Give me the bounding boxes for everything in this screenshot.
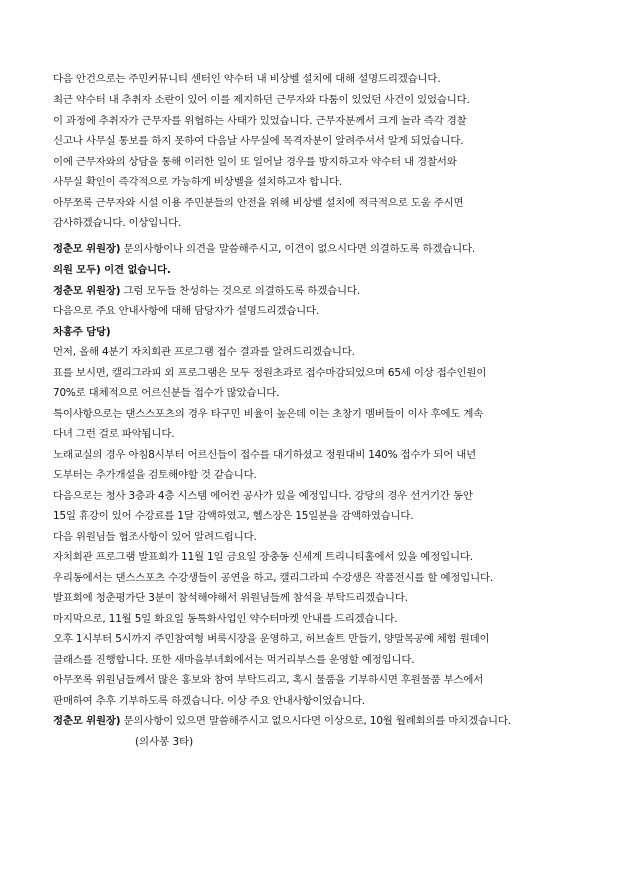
- speech-text: 문의사항이 있으면 말씀해주시고 없으시다면 이상으로, 10월 월례회의를 마치겠습니다.: [120, 715, 511, 727]
- paragraph-line: 신고나 사무실 통보를 하지 못하여 다음날 사무실에 목격자분이 알려주셔서 알게 되었습니다.: [53, 135, 464, 147]
- paragraph-line: 70%로 대체적으로 어르신분들 접수가 많았습니다.: [53, 387, 280, 399]
- paragraph-line: 다음 안건으로는 주민커뮤니티 센터인 약수터 내 비상벨 설치에 대해 설명드리겠습니다.: [53, 73, 441, 85]
- speaker-line: [53, 325, 111, 339]
- paragraph-line: 우리동에서는 댄스스포츠 수강생들이 공연을 하고, 캘리그라피 수강생은 작품전시를 할 예정입니다.: [53, 572, 494, 584]
- paragraph-line: 사무실 확인이 즉각적으로 가능하게 비상벨을 설치하고자 합니다.: [53, 176, 343, 188]
- paragraph-line: 이에 근무자와의 상담을 통해 이러한 일이 또 일어날 경우를 방지하고자 약수터 내 경찰서와: [53, 156, 457, 168]
- paragraph-line: 마지막으로, 11월 5일 화요일 동특화사업인 약수터마켓 안내를 드리겠습니다.: [53, 613, 398, 625]
- paragraph-line: 특이사항으로는 댄스스포츠의 경우 타구민 비율이 높은데 이는 초창기 멤버들이 이사 후에도 계속: [53, 408, 484, 420]
- speaker-name: 차홍주 담당): [53, 326, 111, 338]
- paragraph-line: 아무쪼록 근무자와 시설 이용 주민분들의 안전을 위해 비상벨 설치에 적극적으로 도움 주시면: [53, 197, 464, 209]
- paragraph-line: 아무쪼록 위원님들께서 많은 홍보와 참여 부탁드리고, 혹시 물품을 기부하시면 후원물품 부스에서: [53, 674, 484, 686]
- paragraph-line: 자치회관 프로그램 발표회가 11월 1일 금요일 장충동 신세계 트리니티홀에서 있을 예정입니다.: [53, 551, 473, 563]
- paragraph-line: 최근 약수터 내 추취자 소란이 있어 이를 제지하던 근무자와 다툼이 있었던 사건이 있었습니다.: [53, 94, 470, 106]
- paragraph-line: 다음 위원님들 협조사항이 있어 알려드립니다.: [53, 531, 257, 543]
- paragraph-line: 다녀 그런 걸로 파악됩니다.: [53, 428, 175, 440]
- speaker-name: 정춘모 위원장): [53, 285, 121, 297]
- speech-text: 문의사항이나 의견을 말씀해주시고, 이견이 없으시다면 의결하도록 하겠습니다.: [120, 243, 476, 255]
- speaker-name: 정춘모 위원장): [53, 243, 121, 255]
- paragraph-line: 다음으로는 청사 3층과 4층 시스템 에어컨 공사가 있을 예정입니다. 강당의 경우 선거기간 동안: [53, 490, 473, 502]
- paragraph-line: 판매하여 추후 기부하도록 하겠습니다. 이상 주요 안내사항이었습니다.: [53, 695, 365, 707]
- paragraph-line: 감사하겠습니다. 이상입니다.: [53, 217, 182, 229]
- speaker-name: 의원 모두) 이견 없습니다.: [53, 264, 171, 276]
- paragraph-line: 다음으로 주요 안내사항에 대해 담당자가 설명드리겠습니다.: [53, 305, 320, 317]
- paragraph-line: 이 과정에 추취자가 근무자를 위협하는 사태가 있었습니다. 근무자분께서 크게 놀라 즉각 경찰: [53, 115, 467, 127]
- speaker-line: [53, 714, 511, 728]
- paragraph-line: 먼저, 올해 4분기 자치회관 프로그램 접수 결과를 알려드리겠습니다.: [53, 346, 355, 358]
- speaker-line: [53, 242, 475, 256]
- speech-text: 그럼 모두들 찬성하는 것으로 의결하도록 하겠습니다.: [120, 285, 360, 297]
- paragraph-line: 도부터는 추가개설을 검토해야할 것 같습니다.: [53, 469, 257, 481]
- gavel-note: (의사봉 3타): [135, 736, 194, 748]
- speaker-name: 정춘모 위원장): [53, 715, 121, 727]
- paragraph-line: 15일 휴강이 있어 수강료를 1달 감액하였고, 헬스장은 15일분을 감액하였습니다.: [53, 510, 414, 522]
- paragraph-line: 표를 보시면, 캘리그라피 외 프로그램은 모두 정원초과로 접수마감되었으며 65세 이상 접수인원이: [53, 367, 487, 379]
- paragraph-line: 노래교실의 경우 아침8시부터 어르신들이 접수를 대기하셨고 정원대비 140% 접수가 되어 내년: [53, 449, 477, 461]
- paragraph-line: 발표회에 청춘평가단 3분이 참석해야해서 위원님들께 참석을 부탁드리겠습니다.: [53, 592, 408, 604]
- speaker-line: [53, 263, 171, 277]
- paragraph-line: 클래스를 진행합니다. 또한 새마을부녀회에서는 먹거리부스를 운영할 예정입니다.: [53, 654, 415, 666]
- paragraph-line: 오후 1시부터 5시까지 주민참여형 벼룩시장을 운영하고, 허브솔트 만들기, 양말목공예 체험 원데이: [53, 633, 490, 645]
- speaker-line: [53, 284, 360, 298]
